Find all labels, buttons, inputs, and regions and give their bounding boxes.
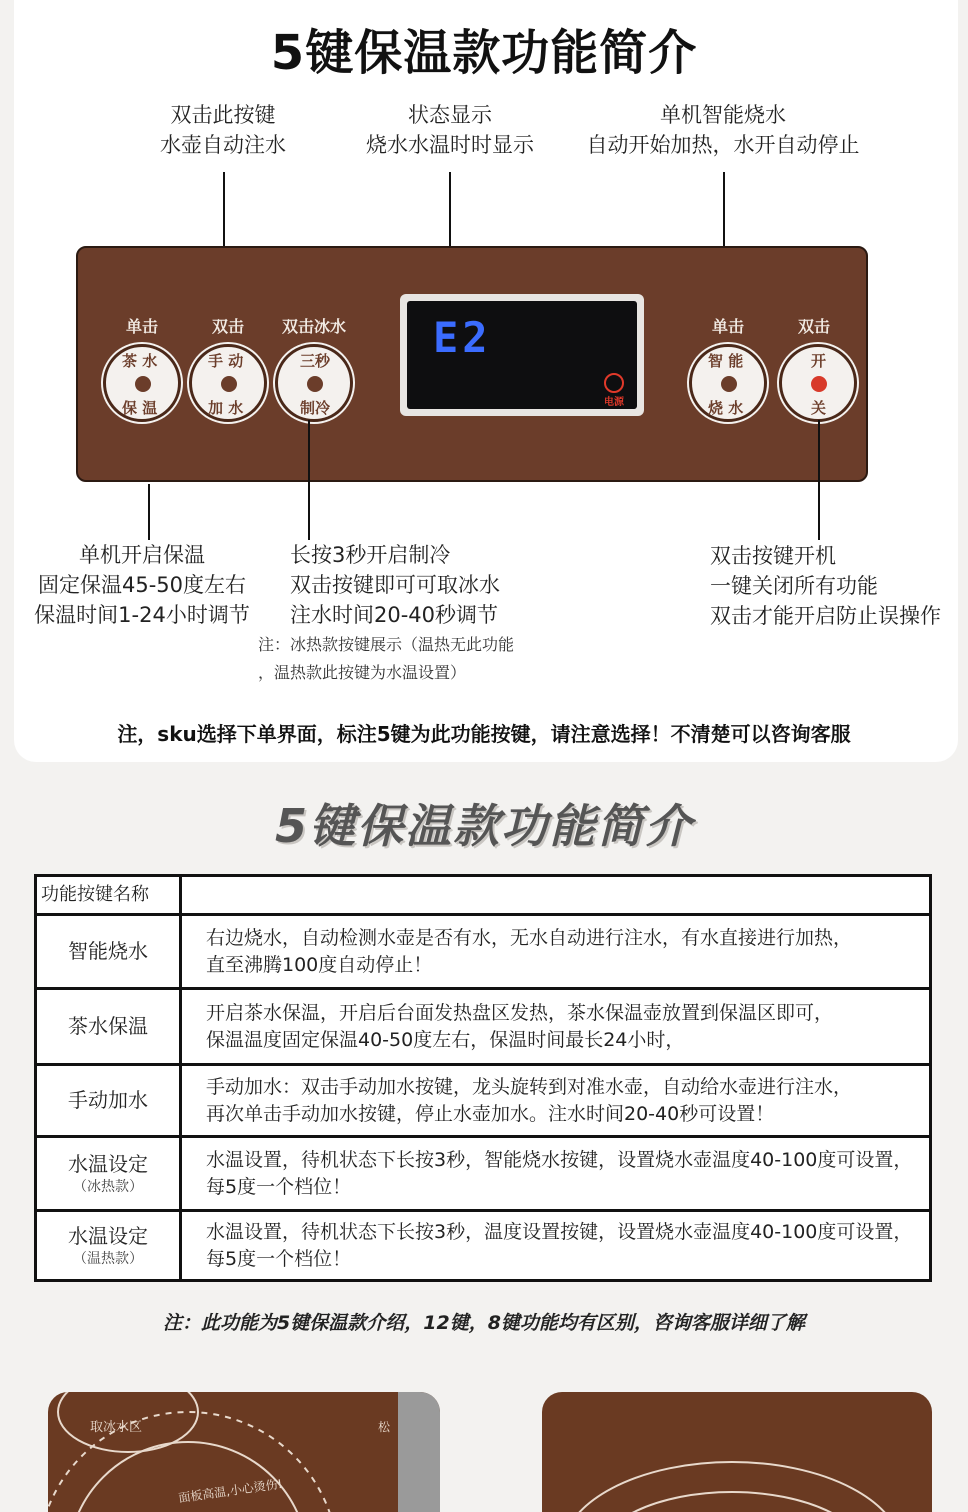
photo-text: 面板高温,小心烫伤! <box>177 1476 284 1506</box>
button-text: 加 水 <box>208 399 244 417</box>
button-text: 智 能 <box>708 352 744 370</box>
function-name: 水温设定 （冰热款） <box>36 1137 181 1211</box>
power-icon <box>604 373 624 393</box>
annotation-status-display: 状态显示 烧水水温时时显示 <box>366 103 534 157</box>
function-description: 开启茶水保温，开启后台面发热盘区发热，茶水保温壶放置到保温区即可， 保温温度固定保温40-50度左右，保温时间最长24小时， <box>181 989 931 1065</box>
annotation-keep-warm: 单机开启保温 固定保温45-50度左右 保温时间1-24小时调节 <box>34 543 250 627</box>
function-description: 右边烧水，自动检测水壶是否有水，无水自动进行注水，有水直接进行加热， 直至沸腾100度自动停止！ <box>181 915 931 989</box>
annotation-double-click-fill: 双击此按键 水壶自动注水 <box>160 103 286 157</box>
photo-text: 松 <box>378 1420 391 1434</box>
function-name: 茶水保温 <box>36 989 181 1065</box>
function-table <box>34 874 932 1282</box>
tea-keep-warm-button[interactable] <box>103 344 181 422</box>
button-text: 开 <box>811 352 827 370</box>
section-title: 5键保温款功能简介 <box>274 799 693 853</box>
on-off-button[interactable] <box>779 344 857 422</box>
center-dot-icon <box>721 376 737 392</box>
button-label: 单击 <box>125 317 158 336</box>
page-title: 5键保温款功能简介 <box>270 25 698 81</box>
product-photo-left <box>48 1392 440 1512</box>
panel-surface-graphic <box>542 1392 932 1512</box>
table-row <box>36 1211 931 1281</box>
annotation-power: 双击按键开机 一键关闭所有功能 双击才能开启防止误操作 <box>710 544 941 628</box>
leader-line <box>148 484 150 540</box>
status-display <box>400 294 644 416</box>
leader-line <box>308 420 310 540</box>
annotation-smart-boil: 单机智能烧水 自动开始加热，水开自动停止 <box>586 103 860 157</box>
table-header-row <box>36 876 931 915</box>
function-description: 手动加水：双击手动加水按键，龙头旋转到对准水壶，自动给水壶进行注水， 再次单击手动加水按键，停止水壶加水。注水时间20-40秒可设置！ <box>181 1065 931 1137</box>
cooling-button[interactable] <box>275 344 353 422</box>
function-name: 智能烧水 <box>36 915 181 989</box>
button-label: 单击 <box>711 317 744 336</box>
button-text: 三秒 <box>300 352 331 370</box>
center-dot-icon <box>135 376 151 392</box>
button-text: 手 动 <box>208 352 244 370</box>
center-dot-icon <box>221 376 237 392</box>
model-note: 注：此功能为5键保温款介绍，12键，8键功能均有区别，咨询客服详细了解 <box>163 1312 805 1334</box>
button-text: 关 <box>811 399 827 417</box>
button-text: 茶 水 <box>122 352 158 370</box>
function-name: 手动加水 <box>36 1065 181 1137</box>
function-description: 水温设置，待机状态下长按3秒，温度设置按键，设置烧水壶温度40-100度可设置， 每5度一个档位！ <box>181 1211 931 1281</box>
sku-note: 注，sku选择下单界面，标注5键为此功能按键，请注意选择！不清楚可以咨询客服 <box>117 722 851 746</box>
snowflake-icon <box>307 376 323 392</box>
smart-boil-button[interactable] <box>689 344 767 422</box>
center-dot-icon <box>811 376 827 392</box>
table-row <box>36 1137 931 1211</box>
display-code: E2 <box>433 313 492 362</box>
photo-text: 取冰水区 <box>90 1420 143 1435</box>
table-row <box>36 989 931 1065</box>
power-button[interactable] <box>601 373 627 408</box>
manual-fill-button[interactable] <box>189 344 267 422</box>
table-header-cell: 功能按键名称 <box>36 876 181 915</box>
button-text: 保 温 <box>122 399 158 417</box>
leader-line <box>818 420 820 540</box>
table-row <box>36 915 931 989</box>
small-note: 注：冰热款按键展示（温热无此功能 ，温热款此按键为水温设置） <box>258 635 515 682</box>
function-description: 水温设置，待机状态下长按3秒，智能烧水按键，设置烧水壶温度40-100度可设置， 每5度一个档位！ <box>181 1137 931 1211</box>
button-label: 双击 <box>211 317 244 336</box>
power-label: 电源 <box>604 397 624 408</box>
control-panel <box>76 246 868 482</box>
button-text: 烧 水 <box>708 399 744 417</box>
table-header-empty <box>181 876 931 915</box>
table-row <box>36 1065 931 1137</box>
button-text: 制冷 <box>300 399 331 417</box>
button-label: 双击冰水 <box>281 317 346 336</box>
function-name: 水温设定 （温热款） <box>36 1211 181 1281</box>
product-photo-right <box>542 1392 932 1512</box>
button-label: 双击 <box>797 317 830 336</box>
display-screen <box>407 301 637 409</box>
annotation-cooling: 长按3秒开启制冷 双击按键即可可取冰水 注水时间20-40秒调节 <box>290 543 500 627</box>
